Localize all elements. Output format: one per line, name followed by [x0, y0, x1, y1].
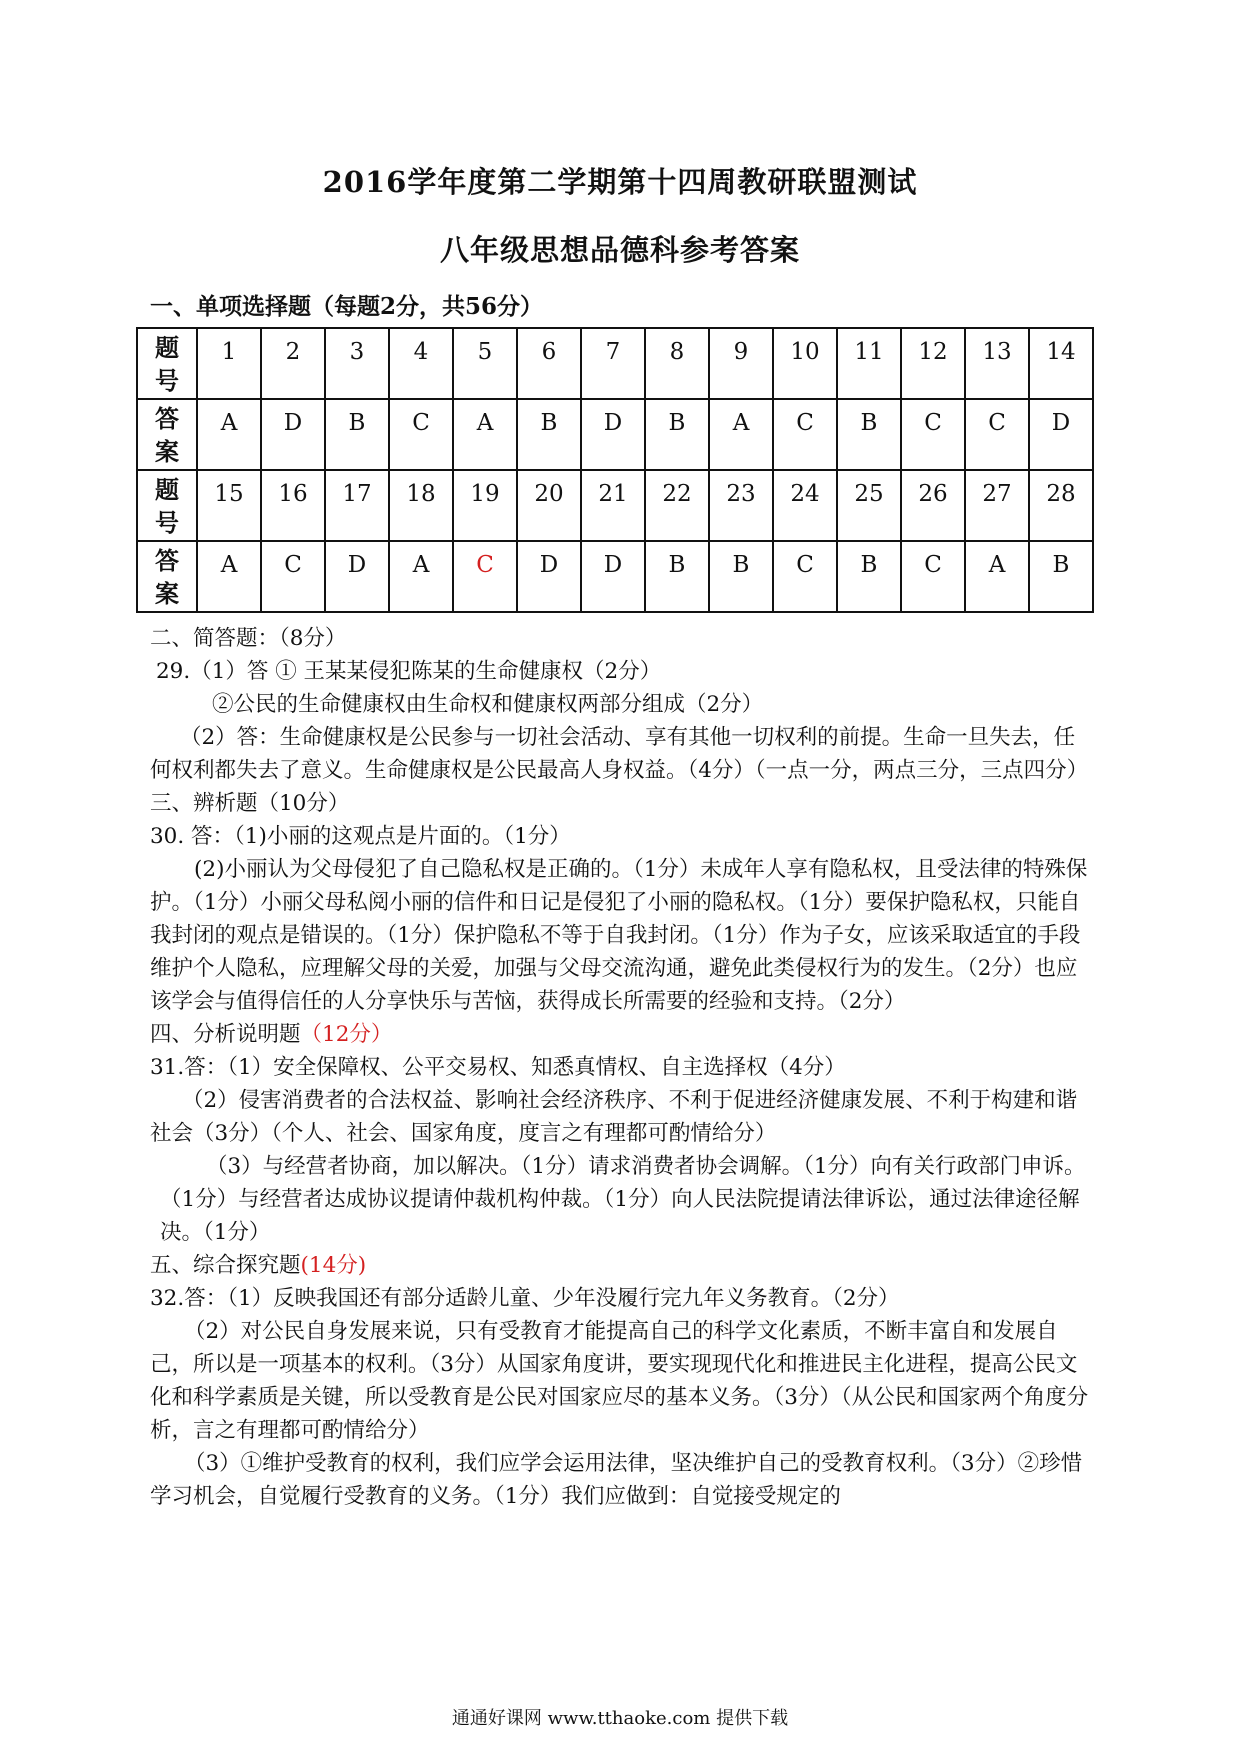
- table-cell: D: [517, 541, 581, 612]
- table-cell: A: [197, 541, 261, 612]
- table-cell: C: [773, 541, 837, 612]
- table-cell: C: [773, 399, 837, 470]
- document-title: 2016学年度第二学期第十四周教研联盟测试: [322, 165, 918, 199]
- table-cell: C: [965, 399, 1029, 470]
- section-heading-explain: [150, 1018, 1094, 1051]
- section-heading-explain-score: （12分）: [300, 1022, 393, 1047]
- table-cell: D: [261, 399, 325, 470]
- q32-part3: （3）①维护受教育的权利，我们应学会运用法律，坚决维护自己的受教育权利。（3分）②珍惜学习机会，自觉履行受教育的义务。（1分）我们应做到：自觉接受规定的: [150, 1451, 1083, 1509]
- row-header-cell: 题 号: [137, 328, 197, 399]
- table-cell: A: [453, 399, 517, 470]
- section-heading-comprehensive-text: 五、综合探究题: [150, 1253, 301, 1278]
- section-heading-single-choice: 一、单项选择题（每题2分，共56分）: [150, 293, 544, 320]
- q32-part2: （2）对公民自身发展来说，只有受教育才能提高自己的科学文化素质，不断丰富自和发展自己，所以是一项基本的权利。（3分）从国家角度讲，要实现现代化和推进民主化进程，提高公民文化和科学素质是关键，所以受教育是公民对国家应尽的基本义务。（3分）（从公民和国家两个角度分析，言之有理都可酌情给分）: [150, 1319, 1089, 1443]
- answer-table-body: [137, 328, 1093, 612]
- table-cell: B: [325, 399, 389, 470]
- table-cell: D: [325, 541, 389, 612]
- table-cell: A: [197, 399, 261, 470]
- table-cell: C: [389, 399, 453, 470]
- table-cell: B: [645, 541, 709, 612]
- table-cell: A: [389, 541, 453, 612]
- q30-part1: 30. 答：（1)小丽的这观点是片面的。（1分）: [150, 824, 571, 849]
- table-cell: 14: [1029, 328, 1093, 399]
- table-cell: 25: [837, 470, 901, 541]
- answer-body: [150, 622, 1094, 1513]
- table-cell: A: [965, 541, 1029, 612]
- table-cell: 21: [581, 470, 645, 541]
- answer-row: [137, 541, 1093, 612]
- table-cell: B: [517, 399, 581, 470]
- table-cell: 28: [1029, 470, 1093, 541]
- table-cell: 10: [773, 328, 837, 399]
- table-cell: 6: [517, 328, 581, 399]
- document-subtitle: 八年级思想品德科参考答案: [439, 233, 800, 267]
- table-cell: 26: [901, 470, 965, 541]
- table-cell: B: [645, 399, 709, 470]
- table-cell: 4: [389, 328, 453, 399]
- table-cell: 5: [453, 328, 517, 399]
- page-footer: 通通好课网 www.tthaoke.com 提供下载: [451, 1708, 789, 1729]
- table-cell: D: [1029, 399, 1093, 470]
- section-heading-comprehensive: [150, 1249, 1094, 1282]
- table-cell: 22: [645, 470, 709, 541]
- row-header-cell: 答 案: [137, 541, 197, 612]
- table-cell: C: [261, 541, 325, 612]
- section-heading-short-answer: 二、简答题：（8分）: [150, 626, 347, 651]
- table-cell: 23: [709, 470, 773, 541]
- q29-part1-b: ②公民的生命健康权由生命权和健康权两部分组成（2分）: [212, 692, 764, 717]
- q31-part3: （3）与经营者协商，加以解决。（1分）请求消费者协会调解。（1分）向有关行政部门申诉。（1分）与经营者达成协议提请仲裁机构仲裁。（1分）向人民法院提请法律诉讼，通过法律途径解决。（1分）: [160, 1154, 1086, 1245]
- table-cell: 11: [837, 328, 901, 399]
- answer-row: [137, 399, 1093, 470]
- table-cell: 2: [261, 328, 325, 399]
- q30-part2: (2)小丽认为父母侵犯了自己隐私权是正确的。（1分）未成年人享有隐私权，且受法律的特殊保护。（1分）小丽父母私阅小丽的信件和日记是侵犯了小丽的隐私权。（1分）要保护隐私权，只能自我封闭的观点是错误的。（1分）保护隐私不等于自我封闭。（1分）作为子女，应该采取适宜的手段维护个人隐私，应理解父母的关爱，加强与父母交流沟通，避免此类侵权行为的发生。（2分）也应该学会与值得信任的人分享快乐与苦恼，获得成长所需要的经验和支持。（2分）: [150, 857, 1088, 1014]
- table-cell: 19: [453, 470, 517, 541]
- table-cell: B: [709, 541, 773, 612]
- q31-part1: 31.答：（1）安全保障权、公平交易权、知悉真情权、自主选择权（4分）: [150, 1055, 846, 1080]
- table-cell: 9: [709, 328, 773, 399]
- table-cell: 18: [389, 470, 453, 541]
- table-cell: 15: [197, 470, 261, 541]
- table-cell: 24: [773, 470, 837, 541]
- question-number-row: [137, 470, 1093, 541]
- table-cell: D: [581, 541, 645, 612]
- table-cell: C: [901, 399, 965, 470]
- table-cell: B: [837, 399, 901, 470]
- table-cell: D: [581, 399, 645, 470]
- q29-part1-a: 29.（1）答 ① 王某某侵犯陈某的生命健康权（2分）: [156, 659, 662, 684]
- section-heading-comprehensive-score: (14分): [300, 1253, 367, 1278]
- table-cell: 17: [325, 470, 389, 541]
- table-cell: C: [901, 541, 965, 612]
- table-cell: B: [837, 541, 901, 612]
- table-cell: 20: [517, 470, 581, 541]
- q29-part2: （2）答：生命健康权是公民参与一切社会活动、享有其他一切权利的前提。生命一旦失去，任何权利都失去了意义。生命健康权是公民最高人身权益。（4分）（一点一分，两点三分，三点四分）: [150, 725, 1089, 783]
- question-number-row: [137, 328, 1093, 399]
- table-cell: B: [1029, 541, 1093, 612]
- table-cell: A: [709, 399, 773, 470]
- table-cell: 12: [901, 328, 965, 399]
- q32-part1: 32.答：（1）反映我国还有部分适龄儿童、少年没履行完九年义务教育。（2分）: [150, 1286, 900, 1311]
- table-cell: 13: [965, 328, 1029, 399]
- table-cell: 7: [581, 328, 645, 399]
- answer-table: [136, 327, 1094, 613]
- table-cell: C: [453, 541, 517, 612]
- row-header-cell: 题 号: [137, 470, 197, 541]
- section-heading-analysis: 三、辨析题（10分）: [150, 791, 350, 816]
- q31-part2: （2）侵害消费者的合法权益、影响社会经济秩序、不利于促进经济健康发展、不利于构建和谐社会（3分）（个人、社会、国家角度，度言之有理都可酌情给分）: [150, 1088, 1078, 1146]
- table-cell: 27: [965, 470, 1029, 541]
- table-cell: 8: [645, 328, 709, 399]
- table-cell: 3: [325, 328, 389, 399]
- section-heading-explain-text: 四、分析说明题: [150, 1022, 301, 1047]
- table-cell: 1: [197, 328, 261, 399]
- table-cell: 16: [261, 470, 325, 541]
- row-header-cell: 答 案: [137, 399, 197, 470]
